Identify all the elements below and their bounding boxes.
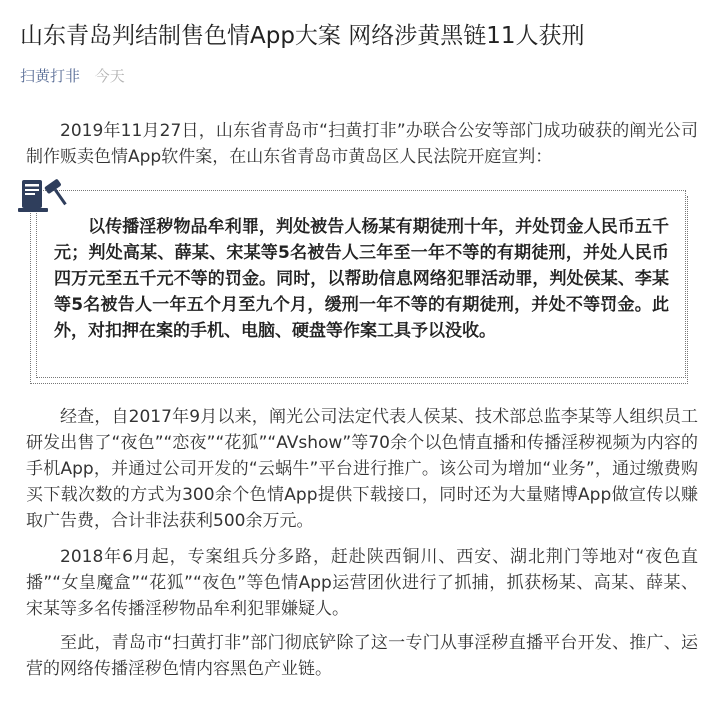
paragraph-arrest: 2018年6月起，专案组兵分多路，赶赴陕西铜川、西安、湖北荆门等地对“夜色直播”“女皇魔盒”“花狐”“夜色”等色情App运营团伙进行了抓捕，抓获杨某、高某、薛某、宋某等多名传播淫秽物品牟利犯罪嫌疑人。 (26, 547, 698, 619)
paragraph-intro: 2019年11月27日，山东省青岛市“扫黄打非”办联合公安等部门成功破获的阐光公司制作贩卖色情App软件案，在山东省青岛市黄岛区人民法院开庭宣判： (26, 121, 698, 167)
article-title: 山东青岛判结制售色情App大案 网络涉黄黑链11人获刑 (20, 23, 585, 49)
gavel-book-icon (16, 172, 68, 218)
author-link[interactable]: 扫黄打非 (20, 67, 81, 85)
paragraph-investigation: 经查，自2017年9月以来，阐光公司法定代表人侯某、技术部总监李某等人组织员工研发出售了“夜色”“恋夜”“花狐”“AVshow”等70余个以色情直播和传播淫秽视频为内容的手机App，并通过公司开发的“云蜗牛”平台进行推广。该公司为增加“业务”，通过缴费购买下载次数的方式为300余个色情App提供下载接口，同时还为大量赌博App做宣传以赚取广告费，合计非法获利500余万元。 (26, 407, 698, 531)
article-meta (20, 66, 125, 86)
publish-time: 今天 (94, 67, 125, 85)
paragraph-conclusion: 至此，青岛市“扫黄打非”部门彻底铲除了这一专门从事淫秽直播平台开发、推广、运营的网络传播淫秽色情内容黑色产业链。 (26, 633, 698, 679)
verdict-text: 以传播淫秽物品牟利罪，判处被告人杨某有期徒刑十年，并处罚金人民币五千元；判处高某、薛某、宋某等5名被告人三年至一年不等的有期徒刑，并处人民币四万元至五千元不等的罚金。同时，以帮助信息网络犯罪活动罪，判处侯某、李某等5名被告人一年五个月至九个月，缓刑一年不等的有期徒刑，并处不等罚金。此外，对扣押在案的手机、电脑、硬盘等作案工具予以没收。 (54, 217, 669, 341)
